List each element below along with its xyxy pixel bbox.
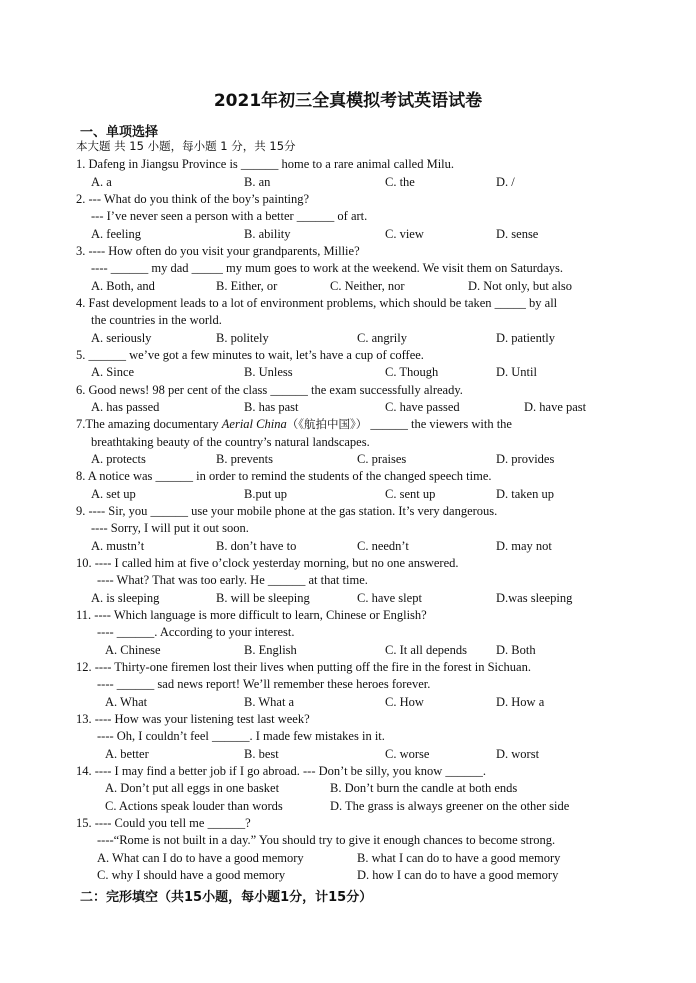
q7-option-a: A. protects <box>91 452 146 466</box>
question-7-stem <box>76 417 512 431</box>
q4-option-a: A. seriously <box>91 331 152 345</box>
q8-option-d: D. taken up <box>496 487 554 501</box>
q11-option-b: B. English <box>244 643 297 657</box>
section-2-heading: 二：完形填空（共15小题，每小题1分，计15分） <box>80 890 373 905</box>
question-14-stem: 14. ---- I may find a better job if I go abroad. --- Don’t be silly, you know ______. <box>76 764 486 778</box>
q7-stem-start: 7.The amazing documentary <box>76 417 222 431</box>
q2-option-b: B. ability <box>244 227 291 241</box>
q14-option-d: D. The grass is always greener on the other side <box>330 799 570 813</box>
q3-option-d: D. Not only, but also <box>468 279 573 293</box>
q10-option-a: A. is sleeping <box>91 591 160 605</box>
question-4-line-2: the countries in the world. <box>91 313 222 327</box>
q13-option-d: D. worst <box>496 747 540 761</box>
section-1-heading: 一、单项选择 <box>80 125 159 140</box>
q3-option-a: A. Both, and <box>91 279 155 293</box>
q14-option-a: A. Don’t put all eggs in one basket <box>105 781 280 795</box>
q9-option-a: A. mustn’t <box>91 539 145 553</box>
question-12-line-2: ---- ______ sad news report! We’ll remember these heroes forever. <box>97 677 431 691</box>
question-12-stem: 12. ---- Thirty-one firemen lost their lives when putting off the fire in the forest in Sichuan. <box>76 660 531 674</box>
question-3-line-2: ---- ______ my dad _____ my mum goes to work at the weekend. We visit them on Saturdays. <box>91 261 563 275</box>
q10-option-c: C. have slept <box>357 591 422 605</box>
q5-option-d: D. Until <box>496 365 537 379</box>
question-13-stem: 13. ---- How was your listening test last week? <box>76 712 310 726</box>
q14-option-b: B. Don’t burn the candle at both ends <box>330 781 518 795</box>
q2-option-d: D. sense <box>496 227 539 241</box>
q12-option-b: B. What a <box>244 695 295 709</box>
q9-option-c: C. needn’t <box>357 539 409 553</box>
q6-option-a: A. has passed <box>91 400 160 414</box>
question-11-line-2: ---- ______. According to your interest. <box>97 625 295 639</box>
q6-option-b: B. has past <box>244 400 299 414</box>
q11-option-d: D. Both <box>496 643 536 657</box>
question-9-line-2: ---- Sorry, I will put it out soon. <box>91 521 249 535</box>
q7-documentary-title: Aerial China <box>221 417 287 431</box>
question-6-stem: 6. Good news! 98 per cent of the class ______ the exam successfully already. <box>76 383 463 397</box>
q15-option-b: B. what I can do to have a good memory <box>357 851 561 865</box>
question-15-stem: 15. ---- Could you tell me ______? <box>76 816 251 830</box>
question-10-line-2: ---- What? That was too early. He ______ at that time. <box>97 573 368 587</box>
question-13-line-2: ---- Oh, I couldn’t feel ______. I made few mistakes in it. <box>97 729 385 743</box>
q1-option-c: C. the <box>385 175 415 189</box>
q4-option-b: B. politely <box>216 331 269 345</box>
q4-option-d: D. patiently <box>496 331 556 345</box>
q5-option-b: B. Unless <box>244 365 293 379</box>
q7-option-c: C. praises <box>357 452 407 466</box>
q4-option-c: C. angrily <box>357 331 407 345</box>
q7-stem-rest: ______ the viewers with the <box>370 417 512 431</box>
q9-option-d: D. may not <box>496 539 552 553</box>
question-9-stem: 9. ---- Sir, you ______ use your mobile phone at the gas station. It’s very dangerous. <box>76 504 498 518</box>
q3-option-b: B. Either, or <box>216 279 278 293</box>
q7-chinese-title: （《航拍中国》） <box>286 417 368 431</box>
question-15-line-2: ----“Rome is not built in a day.” You should try to give it enough chances to become strong. <box>97 833 556 847</box>
q11-option-a: A. Chinese <box>105 643 161 657</box>
q2-option-c: C. view <box>385 227 424 241</box>
question-2-stem: 2. --- What do you think of the boy’s painting? <box>76 192 310 206</box>
q5-option-c: C. Though <box>385 365 439 379</box>
q11-option-c: C. It all depends <box>385 643 467 657</box>
question-11-stem: 11. ---- Which language is more difficult to learn, Chinese or English? <box>76 608 427 622</box>
question-3-stem: 3. ---- How often do you visit your grandparents, Millie? <box>76 244 360 258</box>
q7-option-d: D. provides <box>496 452 555 466</box>
question-4-stem: 4. Fast development leads to a lot of environment problems, which should be taken _____ by all <box>76 296 558 310</box>
q13-option-b: B. best <box>244 747 279 761</box>
q13-option-a: A. better <box>105 747 149 761</box>
q6-option-c: C. have passed <box>385 400 460 414</box>
q3-option-c: C. Neither, nor <box>330 279 405 293</box>
q12-option-a: A. What <box>105 695 148 709</box>
q8-option-c: C. sent up <box>385 487 436 501</box>
q8-option-b: B.put up <box>244 487 288 501</box>
question-2-line-2: --- I’ve never seen a person with a better ______ of art. <box>91 209 368 223</box>
q13-option-c: C. worse <box>385 747 430 761</box>
q6-option-d: D. have past <box>524 400 587 414</box>
q1-option-a: A. a <box>91 175 112 189</box>
question-8-stem: 8. A notice was ______ in order to remind the students of the changed speech time. <box>76 469 492 483</box>
q8-option-a: A. set up <box>91 487 136 501</box>
question-7-line-2: breathtaking beauty of the country’s natural landscapes. <box>91 435 370 449</box>
q15-option-c: C. why I should have a good memory <box>97 868 286 882</box>
section-1-intro: 本大题 共 15 小题，每小题 1 分，共 15分 <box>76 139 296 153</box>
q10-option-d: D.was sleeping <box>496 591 573 605</box>
q12-option-c: C. How <box>385 695 424 709</box>
exam-title: 2021年初三全真模拟考试英语试卷 <box>213 91 483 111</box>
q15-option-a: A. What can I do to have a good memory <box>97 851 304 865</box>
question-5-stem: 5. ______ we’ve got a few minutes to wait, let’s have a cup of coffee. <box>76 348 424 362</box>
q1-option-b: B. an <box>244 175 271 189</box>
q15-option-d: D. how I can do to have a good memory <box>357 868 559 882</box>
q7-option-b: B. prevents <box>216 452 273 466</box>
q5-option-a: A. Since <box>91 365 135 379</box>
q2-option-a: A. feeling <box>91 227 141 241</box>
q14-option-c: C. Actions speak louder than words <box>105 799 283 813</box>
q9-option-b: B. don’t have to <box>216 539 297 553</box>
q10-option-b: B. will be sleeping <box>216 591 310 605</box>
q1-option-d: D. / <box>496 175 515 189</box>
q12-option-d: D. How a <box>496 695 545 709</box>
question-10-stem: 10. ---- I called him at five o’clock yesterday morning, but no one answered. <box>76 556 459 570</box>
question-1-stem: 1. Dafeng in Jiangsu Province is ______ home to a rare animal called Milu. <box>76 157 455 171</box>
